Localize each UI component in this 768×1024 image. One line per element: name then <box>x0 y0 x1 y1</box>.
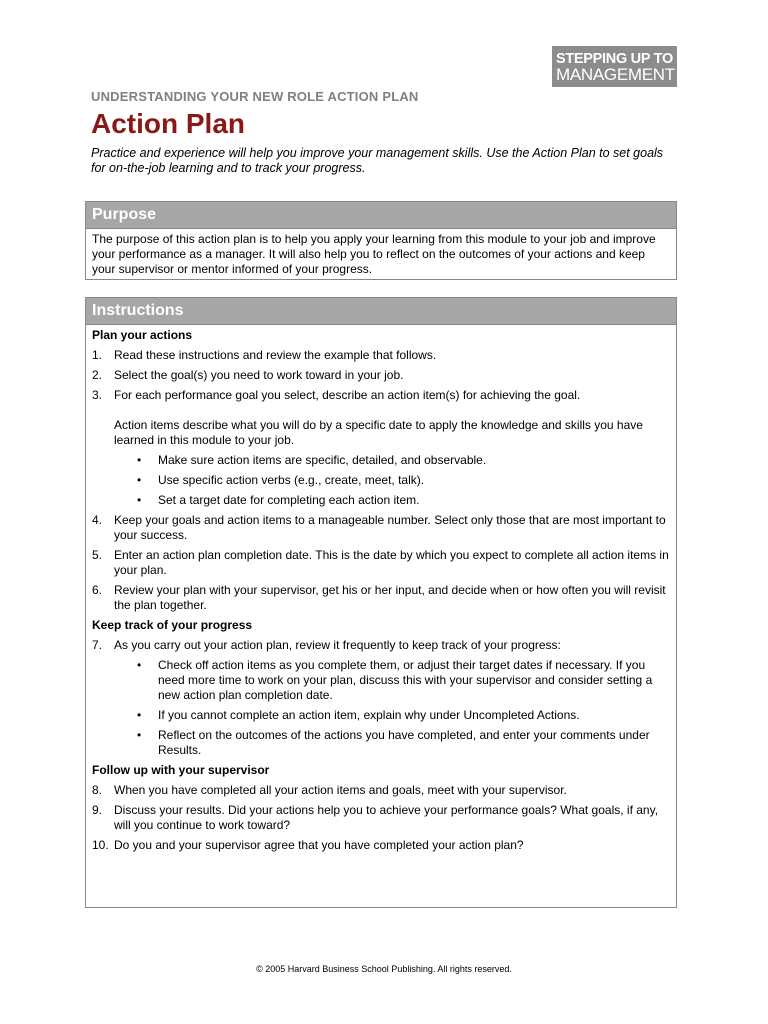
bullet-icon: • <box>137 658 142 672</box>
item-number: 4. <box>92 513 103 527</box>
instructions-body <box>86 325 676 853</box>
item-text: Read these instructions and review the example that follows. <box>114 348 437 362</box>
list-item <box>92 583 670 613</box>
purpose-section <box>85 201 677 280</box>
item-number: 3. <box>92 388 103 402</box>
bullet-text: Set a target date for completing each action item. <box>158 493 420 507</box>
item-text: When you have completed all your action items and goals, meet with your supervisor. <box>114 783 567 797</box>
bullet-item <box>137 658 670 703</box>
item-text: Do you and your supervisor agree that you have completed your action plan? <box>114 838 524 852</box>
item-number: 1. <box>92 348 103 362</box>
action-item-tips <box>92 453 670 508</box>
purpose-text: The purpose of this action plan is to help you apply your learning from this module to your job and improve your performance as a manager. It will also help you to reflect on the outcomes of your actions and keep your supervisor or mentor informed of your progress. <box>92 232 656 276</box>
item-text: As you carry out your action plan, review it frequently to keep track of your progress: <box>114 638 561 652</box>
item-text: Select the goal(s) you need to work toward in your job. <box>114 368 404 382</box>
item-text: Discuss your results. Did your actions help you to achieve your performance goals? What goals, if any, will you continue to work toward? <box>114 803 659 832</box>
bullet-icon: • <box>137 728 142 742</box>
list-item <box>92 348 670 363</box>
purpose-heading: Purpose <box>86 202 676 229</box>
list-item <box>92 513 670 543</box>
list-item <box>92 803 670 833</box>
bullet-item <box>137 493 670 508</box>
item-number: 6. <box>92 583 103 597</box>
item-text: Keep your goals and action items to a manageable number. Select only those that are most important to your success. <box>114 513 666 542</box>
bullet-item <box>137 728 670 758</box>
list-item <box>92 368 670 383</box>
action-items-note: Action items describe what you will do by a specific date to apply the knowledge and skills you have learned in this module to your job. <box>114 418 643 447</box>
bullet-icon: • <box>137 453 142 467</box>
item-number: 5. <box>92 548 103 562</box>
track-progress-heading: Keep track of your progress <box>92 618 253 632</box>
bullet-item <box>137 453 670 468</box>
intro-text: Practice and experience will help you improve your management skills. Use the Action Plan to set goals for on-the-job learning and to track your progress. <box>91 146 664 175</box>
instructions-section <box>85 297 677 908</box>
item-number: 10. <box>92 838 109 852</box>
bullet-text: Make sure action items are specific, detailed, and observable. <box>158 453 487 467</box>
logo-line-1: STEPPING UP TO <box>556 51 673 67</box>
bullet-icon: • <box>137 708 142 722</box>
plan-actions-heading: Plan your actions <box>92 328 193 342</box>
bullet-icon: • <box>137 493 142 507</box>
logo-line-2: MANAGEMENT <box>556 65 675 84</box>
instructions-heading: Instructions <box>86 298 676 325</box>
progress-tips <box>92 658 670 758</box>
bullet-item <box>137 708 670 723</box>
document-kicker: UNDERSTANDING YOUR NEW ROLE ACTION PLAN <box>91 89 419 104</box>
list-item <box>92 388 670 403</box>
bullet-icon: • <box>137 473 142 487</box>
bullet-text: Check off action items as you complete them, or adjust their target dates if necessary. If you need more time to work on your plan, discuss this with your supervisor and consider setting a new action plan completion date. <box>158 658 653 702</box>
list-item <box>92 548 670 578</box>
item-number: 9. <box>92 803 103 817</box>
bullet-item <box>137 473 670 488</box>
item-number: 2. <box>92 368 103 382</box>
list-item <box>92 638 670 653</box>
follow-up-heading: Follow up with your supervisor <box>92 763 270 777</box>
list-item <box>92 783 670 798</box>
bullet-text: If you cannot complete an action item, explain why under Uncompleted Actions. <box>158 708 580 722</box>
list-item <box>92 838 670 853</box>
page-title: Action Plan <box>91 108 246 139</box>
copyright-footer: © 2005 Harvard Business School Publishing. All rights reserved. <box>256 964 512 974</box>
item-number: 7. <box>92 638 103 652</box>
stepping-up-logo <box>552 46 677 87</box>
bullet-text: Reflect on the outcomes of the actions you have completed, and enter your comments under Results. <box>158 728 650 757</box>
bullet-text: Use specific action verbs (e.g., create, meet, talk). <box>158 473 425 487</box>
item-text: For each performance goal you select, describe an action item(s) for achieving the goal. <box>114 388 581 402</box>
item-number: 8. <box>92 783 103 797</box>
item-text: Enter an action plan completion date. This is the date by which you expect to complete all action items in your plan. <box>114 548 669 577</box>
item-text: Review your plan with your supervisor, get his or her input, and decide when or how often you will revisit the plan together. <box>114 583 666 612</box>
